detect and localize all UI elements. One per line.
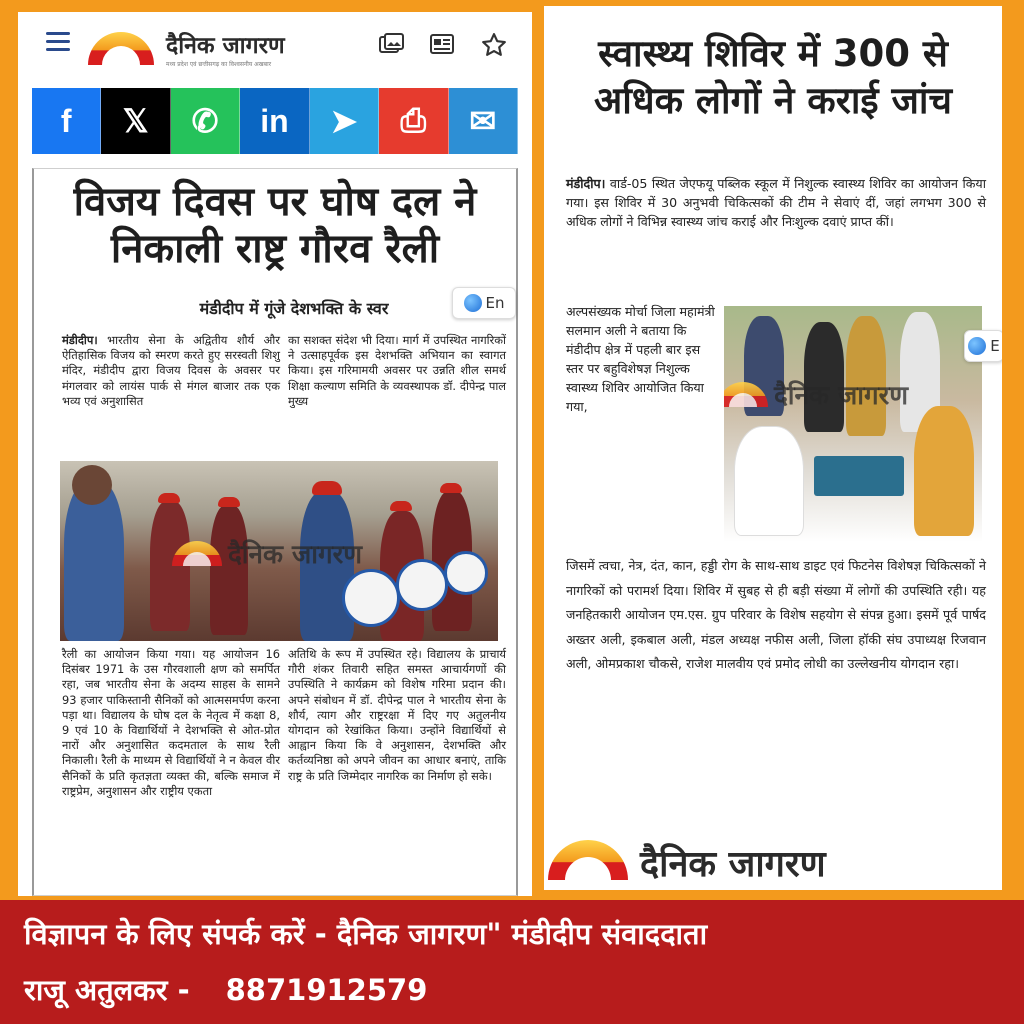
photo-figure bbox=[914, 406, 974, 536]
translate-label: E bbox=[990, 337, 1000, 355]
dateline: मंडीदीप। bbox=[62, 333, 98, 347]
column-text: भारतीय सेना के अद्वितीय शौर्य और ऐतिहासिक विजय को स्मरण करते हुए सरस्वती शिशु मंदिर, मंडीदीप द्वारा विजय दिवस के अवसर पर मंगलवार को लायंस पार्क से मंगल बाजार तक एक भव्य एवं अनुशासित bbox=[62, 333, 280, 408]
share-x-button[interactable]: 𝕏 bbox=[101, 88, 170, 154]
site-logo[interactable] bbox=[88, 24, 318, 74]
photo-figure bbox=[734, 426, 804, 536]
photo-figure bbox=[64, 481, 124, 641]
photo-beret bbox=[312, 481, 342, 495]
banner-line-1: विज्ञापन के लिए संपर्क करें - दैनिक जागरण" मंडीदीप संवाददाता bbox=[24, 917, 708, 951]
share-facebook-button[interactable]: f bbox=[32, 88, 101, 154]
article-headline: विजय दिवस पर घोष दल ने निकाली राष्ट्र गौरव रैली bbox=[73, 179, 477, 273]
menu-icon[interactable] bbox=[46, 32, 70, 52]
drum bbox=[444, 551, 488, 595]
globe-icon bbox=[968, 337, 986, 355]
footer-logo-text: दैनिक जागरण bbox=[640, 844, 826, 885]
left-screenshot-panel bbox=[18, 12, 532, 896]
star-icon[interactable] bbox=[480, 32, 508, 60]
article-side-column bbox=[566, 302, 716, 416]
rally-photo bbox=[60, 461, 498, 641]
translate-button[interactable] bbox=[964, 330, 1002, 362]
photo-watermark bbox=[172, 535, 362, 571]
column-text: अतिथि के रूप में उपस्थित रहे। विद्यालय के प्राचार्य गौरी शंकर तिवारी सहित समस्त आचार्यगणों की उपस्थिति ने कार्यक्रम को विशेष गरिमा प्रदान की। अपने संबोधन में डॉ. दीपेन्द्र पाल ने भारतीय सेना के शौर्य, त्याग और राष्ट्ररक्षा में दिए गए अतुलनीय योगदान को रेखांकित किया। उन्होंने विद्यार्थियों से आह्वान किया कि वे अनुशासन, देशभक्ति और कर्तव्यनिष्ठा को अपने जीवन का आधार बनाएं, ताकि राष्ट्र के प्रति जिम्मेदार नागरिक का निर्माण हो सके। bbox=[288, 647, 506, 783]
app-header bbox=[18, 12, 532, 80]
watermark-logo-icon bbox=[172, 541, 222, 566]
share-telegram-button[interactable]: ➤ bbox=[310, 88, 379, 154]
banner-line-2 bbox=[24, 970, 427, 1009]
footer-logo bbox=[548, 832, 848, 888]
watermark-text: दैनिक जागरण bbox=[228, 540, 363, 570]
photo-table bbox=[814, 456, 904, 496]
column-text: का सशक्त संदेश भी दिया। मार्ग में उपस्थित नागरिकों ने उत्साहपूर्वक इस देशभक्ति अभियान का स्वागत किया। इस गरिमामयी अवसर पर उन्नति शील समर्थ शिक्षा कल्याण समिति के व्यवस्थापक डॉ. दीपेन्द्र पाल मुख्य bbox=[288, 333, 506, 408]
translate-button[interactable] bbox=[452, 287, 516, 319]
logo-tagline: मध्य प्रदेश एवं छत्तीसगढ़ का विश्वसनीय अखबार bbox=[166, 61, 272, 68]
share-whatsapp-button[interactable]: ✆ bbox=[171, 88, 240, 154]
share-email-button[interactable]: ✉ bbox=[449, 88, 518, 154]
photo-beret bbox=[440, 483, 462, 493]
article-subheadline: मंडीदीप में गूंजे देशभक्ति के स्वर bbox=[199, 299, 389, 318]
article-body bbox=[566, 554, 986, 677]
article-column-3 bbox=[62, 647, 280, 799]
globe-icon bbox=[464, 294, 482, 312]
right-clipping-panel bbox=[544, 6, 1002, 890]
photo-beret bbox=[218, 497, 240, 507]
reporter-name: राजू अतुलकर - bbox=[24, 973, 190, 1007]
photo-beret bbox=[158, 493, 180, 503]
share-print-button[interactable]: ⎙ bbox=[379, 88, 448, 154]
advertisement-banner bbox=[0, 900, 1024, 1024]
body-text: जिसमें त्वचा, नेत्र, दंत, कान, हड्डी रोग के साथ-साथ डाइट एवं फिटनेस विशेषज्ञ चिकित्सकों ने नागरिकों को परामर्श दिया। शिविर में सुबह से ही बड़ी संख्या में लोगों की उपस्थिति रही। यह जनहितकारी आयोजन एम.एस. ग्रुप परिवार के विशेष सहयोग से संपन्न हुआ। इसमें पूर्व पार्षद अख्तर अली, इकबाल अली, मंडल अध्यक्ष नफीस अली, जिला हॉकी संघ उपाध्यक्ष रिजवान अली, ओमप्रकाश चौकसे, राजेश मालवीय एवं प्रमोद लोधी का उल्लेखनीय योगदान रहा। bbox=[566, 558, 986, 671]
photo-beret bbox=[390, 501, 412, 511]
article-column-4 bbox=[288, 647, 506, 784]
drum bbox=[342, 569, 400, 627]
health-camp-photo bbox=[724, 306, 982, 542]
lead-text: वार्ड-05 स्थित जेएफयू पब्लिक स्कूल में निशुल्क स्वास्थ्य शिविर का आयोजन किया गया। इस शिविर में 30 अनुभवी चिकित्सकों की टीम ने सेवाएं दीं, जहां लगभग 300 से अधिक लोगों ने विभिन्न स्वास्थ्य जांच कराई और निःशुल्क दवाएं प्राप्त कीं। bbox=[566, 176, 986, 229]
drum bbox=[396, 559, 448, 611]
news-clipping-right bbox=[544, 6, 1002, 890]
share-bar bbox=[32, 88, 518, 154]
share-linkedin-button[interactable]: in bbox=[240, 88, 309, 154]
article-column-2 bbox=[288, 333, 506, 409]
article-column-1 bbox=[62, 333, 280, 409]
photo-watermark bbox=[724, 376, 908, 412]
watermark-logo-icon bbox=[724, 382, 768, 407]
logo-sun-icon bbox=[548, 840, 628, 880]
translate-label: En bbox=[485, 294, 505, 312]
phone-number[interactable]: 8871912579 bbox=[225, 973, 428, 1007]
news-clipping-left bbox=[32, 168, 518, 896]
photo-figure bbox=[72, 465, 112, 505]
article-headline: स्वास्थ्य शिविर में 300 से अधिक लोगों ने कराई जांच bbox=[594, 32, 952, 123]
logo-text: दैनिक जागरण bbox=[166, 33, 285, 59]
epaper-icon[interactable] bbox=[428, 32, 456, 60]
watermark-text: दैनिक जागरण bbox=[774, 381, 909, 411]
column-text: रैली का आयोजन किया गया। यह आयोजन 16 दिसंबर 1971 के उस गौरवशाली क्षण को समर्पित रहा, जब भारतीय सेना के अदम्य साहस के सामने 93 हजार पाकिस्तानी सैनिकों को आत्मसमर्पण करना पड़ा था। विद्यालय के घोष दल के नेतृत्व में कक्षा 8, 9 एवं 10 के विद्यार्थियों ने देशभक्ति से ओत-प्रोत नारों और अनुशासित कदमताल के साथ रैली निकाली। रैली के माध्यम से विद्यार्थियों ने न केवल वीर सैनिकों के प्रति कृतज्ञता व्यक्त की, बल्कि समाज में राष्ट्रप्रेम, अनुशासन और राष्ट्रीय एकता bbox=[62, 647, 280, 798]
dateline: मंडीदीप। bbox=[566, 176, 606, 191]
logo-sun-icon bbox=[88, 32, 154, 65]
side-text: अल्पसंख्यक मोर्चा जिला महामंत्री सलमान अली ने बताया कि मंडीदीप क्षेत्र में पहली बार इस स्तर पर बहुविशेषज्ञ निशुल्क स्वास्थ्य शिविर आयोजित किया गया, bbox=[566, 304, 715, 414]
article-lead bbox=[566, 174, 986, 231]
gallery-icon[interactable] bbox=[378, 32, 406, 60]
